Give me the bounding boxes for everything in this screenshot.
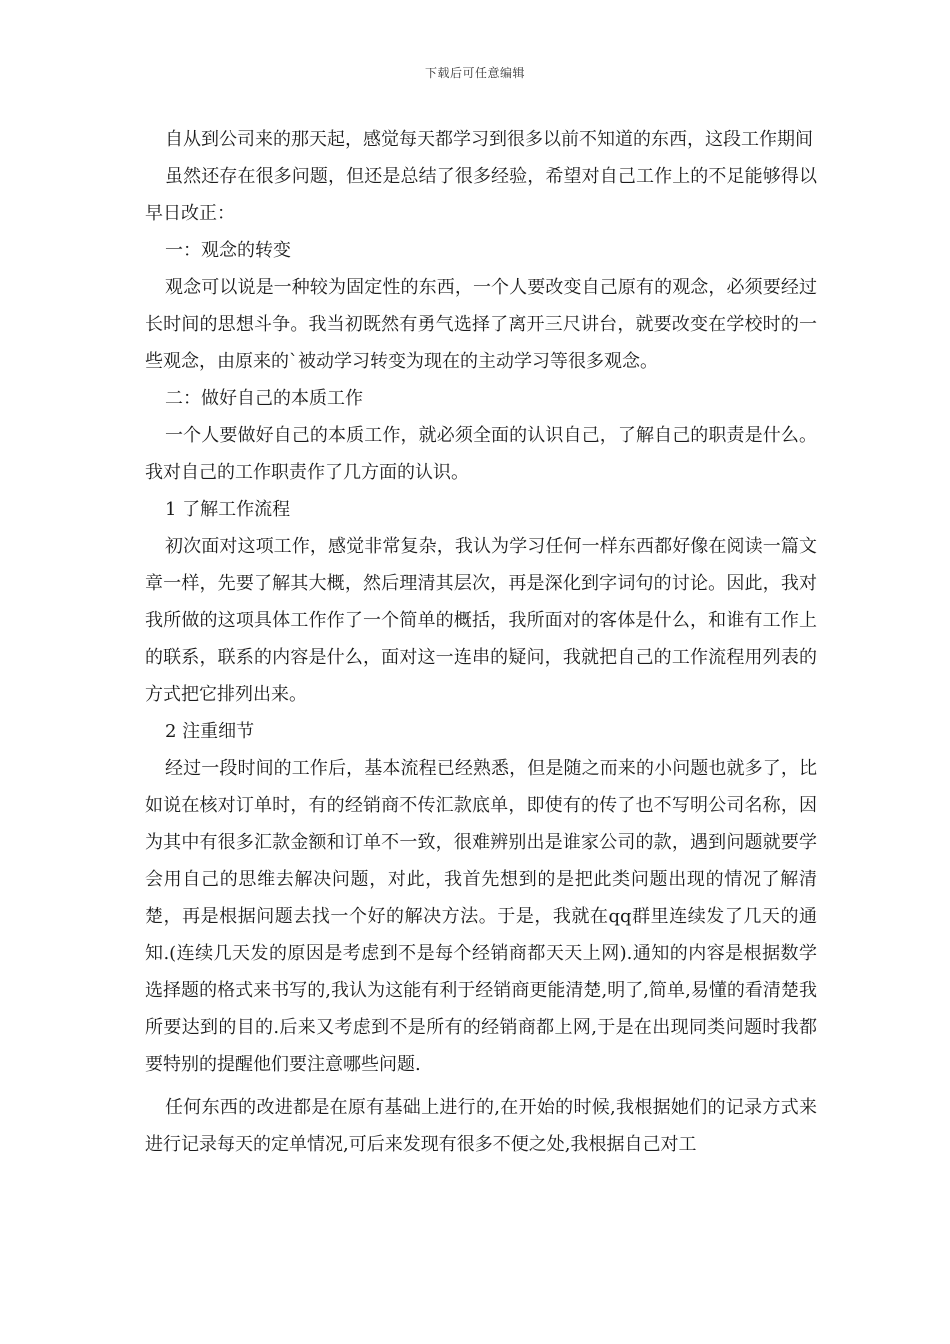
- page-header: 下载后可任意编辑: [424, 66, 525, 80]
- document-body: [145, 121, 817, 1163]
- section-paragraph-2: 一个人要做好自己的本质工作，就必须全面的认识自己，了解自己的职责是什么。我对自己的工作职责作了几方面的认识。: [145, 425, 817, 483]
- section-heading-2: 二：做好自己的本质工作: [165, 388, 363, 409]
- intro-paragraph: 自从到公司来的那天起，感觉每天都学习到很多以前不知道的东西，这段工作期间: [165, 129, 813, 150]
- subsection-heading-2: 2 注重细节: [165, 721, 255, 742]
- section-heading-1: 一：观念的转变: [165, 240, 291, 261]
- subsection-paragraph-2: 经过一段时间的工作后，基本流程已经熟悉，但是随之而来的小问题也就多了，比如说在核对订单时，有的经销商不传汇款底单，即使有的传了也不写明公司名称，因为其中有很多汇款金额和订单不一致，很难辨别出是谁家公司的款，遇到问题就要学会用自己的思维去解决问题，对此，我首先想到的是把此类问题出现的情况了解清楚，再是根据问题去找一个好的解决方法。于是，我就在qq群里连续发了几天的通知.(连续几天发的原因是考虑到不是每个经销商都天天上网).通知的内容是根据数学选择题的格式来书写的,我认为这能有利于经销商更能清楚,明了,简单,易懂的看清楚我所要达到的目的.后来又考虑到不是所有的经销商都上网,于是在出现同类问题时我都要特别的提醒他们要注意哪些问题.: [145, 758, 817, 1075]
- subsection-paragraph-1: 初次面对这项工作，感觉非常复杂，我认为学习任何一样东西都好像在阅读一篇文章一样，先要了解其大概，然后理清其层次，再是深化到字词句的讨论。因此，我对我所做的这项具体工作作了一个简单的概括，我所面对的客体是什么，和谁有工作上的联系，联系的内容是什么，面对这一连串的疑问，我就把自己的工作流程用列表的方式把它排列出来。: [145, 536, 817, 705]
- section-paragraph-1: 观念可以说是一种较为固定性的东西，一个人要改变自己原有的观念，必须要经过长时间的思想斗争。我当初既然有勇气选择了离开三尺讲台，就要改变在学校时的一些观念，由原来的`被动学习转变为现在的主动学习等很多观念。: [145, 277, 817, 372]
- closing-paragraph: 任何东西的改进都是在原有基础上进行的,在开始的时候,我根据她们的记录方式来进行记录每天的定单情况,可后来发现有很多不便之处,我根据自己对工: [145, 1097, 817, 1155]
- subsection-heading-1: 1 了解工作流程: [165, 499, 291, 520]
- summary-paragraph: 虽然还存在很多问题，但还是总结了很多经验，希望对自己工作上的不足能够得以早日改正：: [145, 166, 817, 224]
